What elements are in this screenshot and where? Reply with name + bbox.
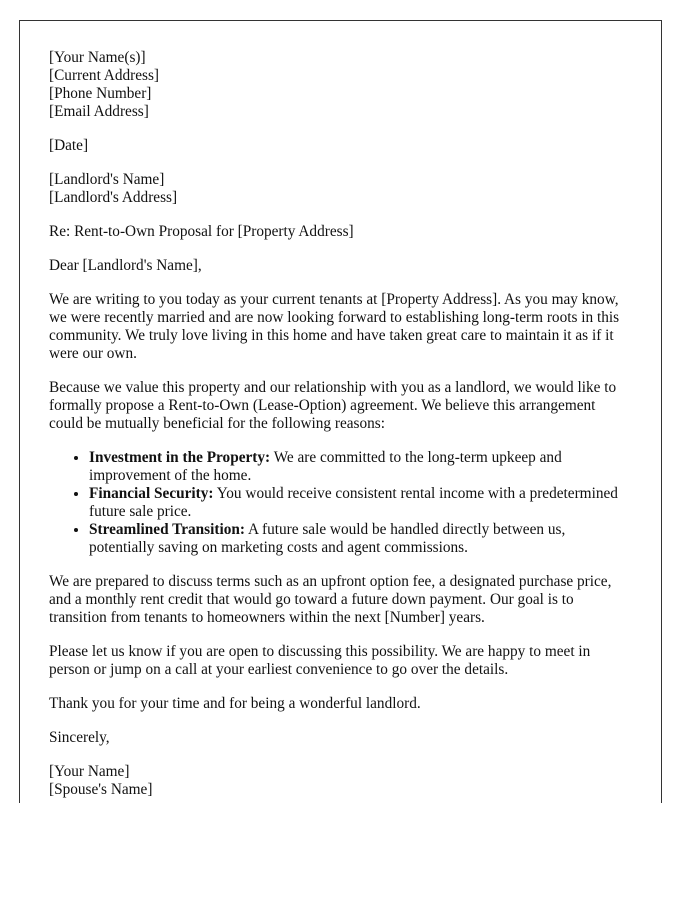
sender-email: [Email Address]	[49, 103, 149, 120]
list-item	[89, 485, 631, 521]
reason-title: Investment in the Property:	[89, 449, 271, 466]
reason-title: Streamlined Transition:	[89, 521, 245, 538]
salutation: Dear [Landlord's Name],	[49, 257, 202, 274]
recipient-name: [Landlord's Name]	[49, 171, 165, 188]
reasons-list	[49, 449, 631, 557]
recipient-address: [Landlord's Address]	[49, 189, 178, 206]
sender-phone: [Phone Number]	[49, 85, 152, 102]
body-paragraph: Because we value this property and our relationship with you as a landlord, we would like to formally propose a Rent-to-Own (Lease-Option) agreement. We believe this arrangement could be mutually beneficial for the following reasons:	[49, 379, 617, 432]
letter-page	[19, 20, 662, 803]
list-item	[89, 521, 631, 557]
sender-address: [Current Address]	[49, 67, 160, 84]
reason-text: You would receive consistent rental income with a predetermined future sale price.	[89, 485, 618, 520]
sender-name: [Your Name(s)]	[49, 49, 146, 66]
reason-text: We are committed to the long-term upkeep and improvement of the home.	[89, 449, 562, 484]
reason-title: Financial Security:	[89, 485, 214, 502]
sender-block	[49, 49, 631, 121]
list-item	[89, 449, 631, 485]
signature-spouse: [Spouse's Name]	[49, 781, 153, 798]
letter-date: [Date]	[49, 137, 89, 154]
signature-block	[49, 763, 631, 799]
body-paragraph: Please let us know if you are open to discussing this possibility. We are happy to meet in person or jump on a call at your earliest convenience to go over the details.	[49, 643, 591, 678]
subject-line: Re: Rent-to-Own Proposal for [Property Address]	[49, 223, 354, 240]
recipient-block	[49, 171, 631, 207]
body-paragraph: We are writing to you today as your current tenants at [Property Address]. As you may know, we were recently married and are now looking forward to establishing long-term roots in this community. We truly love living in this home and have taken great care to maintain it as if it were our own.	[49, 291, 620, 362]
signoff: Sincerely,	[49, 729, 110, 746]
body-paragraph: Thank you for your time and for being a wonderful landlord.	[49, 695, 421, 712]
reason-text: A future sale would be handled directly between us, potentially saving on marketing costs and agent commissions.	[89, 521, 566, 556]
signature-name: [Your Name]	[49, 763, 130, 780]
body-paragraph: We are prepared to discuss terms such as an upfront option fee, a designated purchase price, and a monthly rent credit that would go toward a future down payment. Our goal is to transition from tenants to homeowners within the next [Number] years.	[49, 573, 612, 626]
